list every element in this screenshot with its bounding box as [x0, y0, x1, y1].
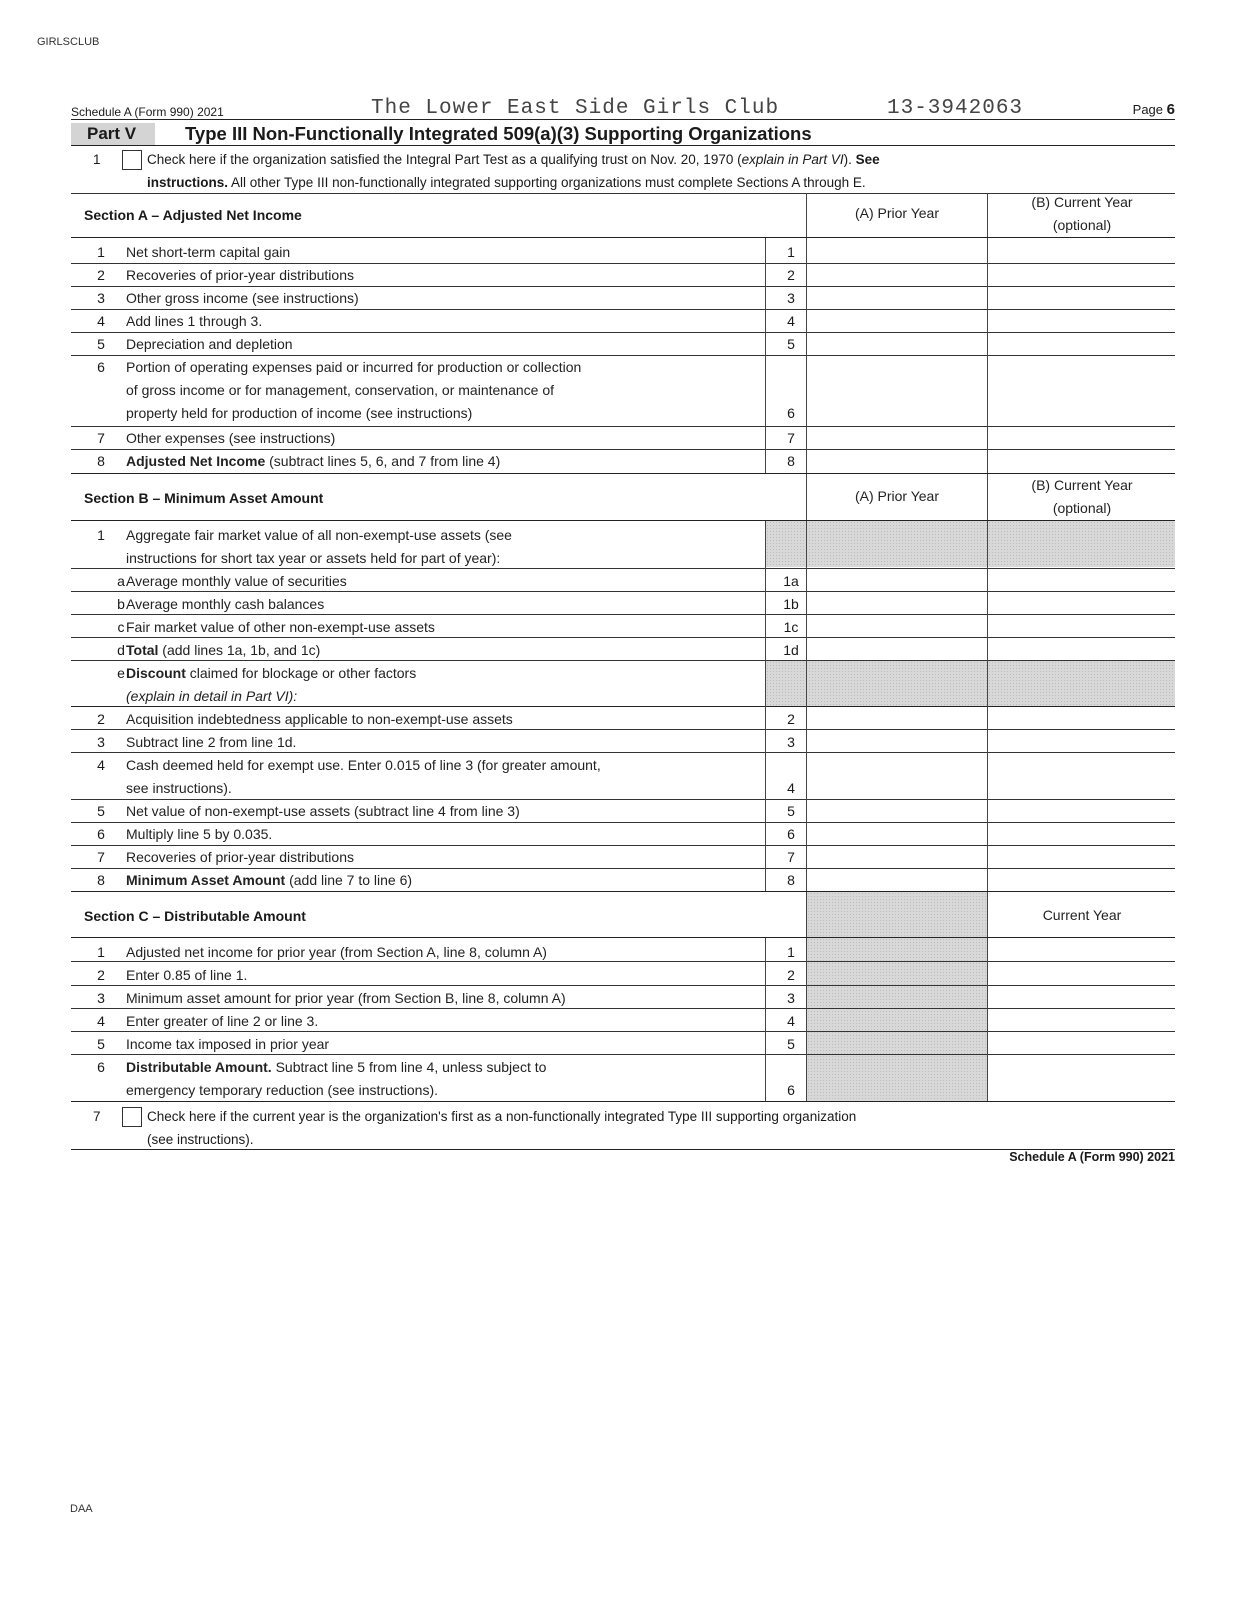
line7-num: 7 — [93, 1109, 101, 1124]
section-b-row-1e: e Discount claimed for blockage or other factors (explain in detail in Part VI): — [117, 665, 417, 704]
line1-text-b: instructions. All other Type III non-functionally integrated supporting organizations must complete Sections A through E. — [147, 175, 866, 190]
section-c-row-5: 5 Income tax imposed in prior year 5 — [97, 1036, 795, 1052]
line1-text-a: Check here if the organization satisfied the Integral Part Test as a qualifying trust on Nov. 20, 1970 (explain in Part VI). See — [147, 152, 880, 167]
line7-text-1: Check here if the current year is the organization's first as a non-functionally integrated Type III supporting organization — [147, 1109, 857, 1124]
section-c-col: Current Year — [1042, 907, 1122, 923]
part-badge: Part V — [71, 123, 155, 145]
section-b-col-a: (A) Prior Year — [854, 488, 940, 504]
page-tag-bottom: DAA — [70, 1503, 93, 1515]
section-c-header-shade — [807, 892, 987, 937]
part-header — [71, 121, 1175, 146]
section-c-row-2: 2 Enter 0.85 of line 1. 2 — [97, 967, 795, 983]
section-b-row-1b: b Average monthly cash balances 1b — [117, 596, 799, 612]
part-title: Type III Non-Functionally Integrated 509(a)(3) Supporting Organizations — [185, 123, 812, 144]
section-b-row-6: 6 Multiply line 5 by 0.035. 6 — [97, 826, 795, 842]
section-c-row-3: 3 Minimum asset amount for prior year (from Section B, line 8, column A) 3 — [97, 990, 795, 1006]
section-c-row-6: 6 Distributable Amount. Subtract line 5 from line 4, unless subject to emergency temporary reduction (see instructions). 6 — [97, 1059, 795, 1098]
form-header — [71, 98, 1175, 120]
section-c-row-1: 1 Adjusted net income for prior year (from Section A, line 8, column A) 1 — [97, 944, 795, 960]
section-b-col-b: (B) Current Year (optional) — [1031, 477, 1133, 516]
section-b-row-8: 8 Minimum Asset Amount (add line 7 to line 6) 8 — [97, 872, 795, 888]
section-b-row-1a: a Average monthly value of securities 1a — [117, 573, 799, 589]
section-b-row-2: 2 Acquisition indebtedness applicable to non-exempt-use assets 2 — [97, 711, 795, 727]
organization-name: The Lower East Side Girls Club — [371, 97, 780, 120]
section-a-title: Section A – Adjusted Net Income — [84, 207, 302, 223]
section-a-row-2: 2 Recoveries of prior-year distributions 2 — [97, 267, 795, 283]
section-a-row-4: 4 Add lines 1 through 3. 4 — [97, 313, 795, 329]
section-a-row-5: 5 Depreciation and depletion 5 — [97, 336, 795, 352]
section-b-title: Section B – Minimum Asset Amount — [84, 490, 324, 506]
form-footer: Schedule A (Form 990) 2021 — [1009, 1150, 1175, 1164]
first-year-checkbox[interactable] — [122, 1107, 142, 1127]
section-b-row-3: 3 Subtract line 2 from line 1d. 3 — [97, 734, 795, 750]
schedule-label: Schedule A (Form 990) 2021 — [71, 105, 224, 119]
line1-num: 1 — [93, 152, 101, 167]
section-a-col-b: (B) Current Year (optional) — [1031, 194, 1133, 233]
page-num: 6 — [1166, 101, 1175, 118]
section-c-title: Section C – Distributable Amount — [84, 908, 306, 924]
section-b-row-1c: c Fair market value of other non-exempt-use assets 1c — [117, 619, 799, 635]
section-a-row-3: 3 Other gross income (see instructions) 3 — [97, 290, 795, 306]
integral-part-test-checkbox[interactable] — [122, 150, 142, 170]
section-b-row-7: 7 Recoveries of prior-year distributions 7 — [97, 849, 795, 865]
section-a-row-8: 8 Adjusted Net Income (subtract lines 5, 6, and 7 from line 4) 8 — [97, 453, 795, 469]
page-number — [1133, 101, 1175, 118]
section-a-row-1: 1 Net short-term capital gain 1 — [97, 244, 795, 260]
section-b-row-4: 4 Cash deemed held for exempt use. Enter 0.015 of line 3 (for greater amount, see instructions). 4 — [97, 757, 795, 796]
section-a-col-a: (A) Prior Year — [854, 205, 940, 221]
section-b-row-5: 5 Net value of non-exempt-use assets (subtract line 4 from line 3) 5 — [97, 803, 795, 819]
section-a-row-6: 6 Portion of operating expenses paid or incurred for production or collection of gross income or for management, conservation, or maintenance of property held for production of income (see instructions) 6 — [97, 359, 795, 421]
page-label: Page — [1132, 102, 1164, 117]
section-c-row-4: 4 Enter greater of line 2 or line 3. 4 — [97, 1013, 795, 1029]
section-a-row-7: 7 Other expenses (see instructions) 7 — [97, 430, 795, 446]
ein-number: 13-3942063 — [887, 97, 1024, 120]
page-tag-top: GIRLSCLUB — [37, 36, 100, 48]
line7-text-2: (see instructions). — [147, 1132, 254, 1147]
section-b-row-1: 1 Aggregate fair market value of all non-exempt-use assets (see instructions for short tax year or assets held for part of year): — [97, 527, 512, 566]
section-b-row-1d: d Total (add lines 1a, 1b, and 1c) 1d — [117, 642, 799, 658]
